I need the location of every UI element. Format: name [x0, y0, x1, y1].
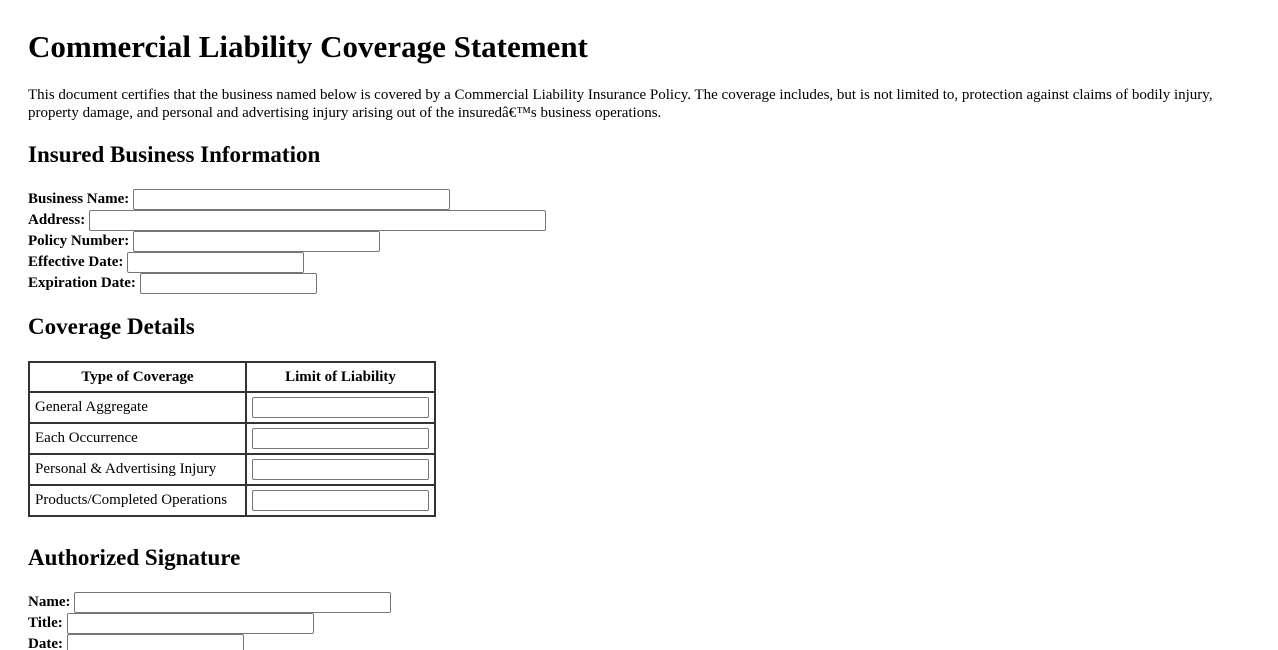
- general-aggregate-limit-input[interactable]: [252, 397, 429, 418]
- coverage-limit-cell: [246, 392, 435, 423]
- expiration-date-label: Expiration Date:: [28, 275, 136, 291]
- intro-paragraph: This document certifies that the business named below is covered by a Commercial Liability Insurance Policy. The coverage includes, but is not limited to, protection against claims of bodily injury, property damage, and personal and advertising injury arising out of the insuredâ€™s business operations.: [28, 87, 1213, 121]
- coverage-limit-cell: [246, 485, 435, 516]
- effective-date-row: [28, 252, 304, 273]
- address-row: [28, 210, 546, 231]
- coverage-type-cell: Personal & Advertising Injury: [29, 454, 246, 485]
- address-label: Address:: [28, 212, 86, 228]
- column-header-type: Type of Coverage: [29, 362, 246, 392]
- signature-title-input[interactable]: [67, 613, 314, 634]
- coverage-type-cell: General Aggregate: [29, 392, 246, 423]
- expiration-date-input[interactable]: [140, 273, 317, 294]
- policy-number-row: [28, 231, 380, 252]
- effective-date-input[interactable]: [127, 252, 304, 273]
- signature-date-label: Date:: [28, 636, 63, 650]
- coverage-limit-cell: [246, 423, 435, 454]
- coverage-table: [28, 361, 436, 517]
- table-row: [29, 485, 435, 516]
- coverage-limit-cell: [246, 454, 435, 485]
- signature-title-row: [28, 613, 314, 634]
- authorized-signature-heading: Authorized Signature: [28, 545, 241, 570]
- table-row: [29, 423, 435, 454]
- signature-name-row: [28, 592, 391, 613]
- expiration-date-row: [28, 273, 317, 294]
- document-title: Commercial Liability Coverage Statement: [28, 29, 588, 64]
- address-input[interactable]: [89, 210, 546, 231]
- coverage-type-cell: Products/Completed Operations: [29, 485, 246, 516]
- coverage-header-row: [29, 362, 435, 392]
- signature-name-input[interactable]: [74, 592, 391, 613]
- policy-number-label: Policy Number:: [28, 233, 130, 249]
- insured-info-heading: Insured Business Information: [28, 142, 321, 167]
- each-occurrence-limit-input[interactable]: [252, 428, 429, 449]
- signature-title-label: Title:: [28, 615, 63, 631]
- business-name-row: [28, 189, 450, 210]
- business-name-label: Business Name:: [28, 191, 130, 207]
- policy-number-input[interactable]: [133, 231, 380, 252]
- coverage-type-cell: Each Occurrence: [29, 423, 246, 454]
- column-header-limit: Limit of Liability: [246, 362, 435, 392]
- table-row: [29, 392, 435, 423]
- products-completed-operations-limit-input[interactable]: [252, 490, 429, 511]
- signature-date-input[interactable]: [67, 634, 244, 650]
- personal-advertising-injury-limit-input[interactable]: [252, 459, 429, 480]
- signature-name-label: Name:: [28, 594, 71, 610]
- effective-date-label: Effective Date:: [28, 254, 124, 270]
- business-name-input[interactable]: [133, 189, 450, 210]
- table-row: [29, 454, 435, 485]
- signature-date-row: [28, 634, 244, 650]
- coverage-details-heading: Coverage Details: [28, 314, 195, 339]
